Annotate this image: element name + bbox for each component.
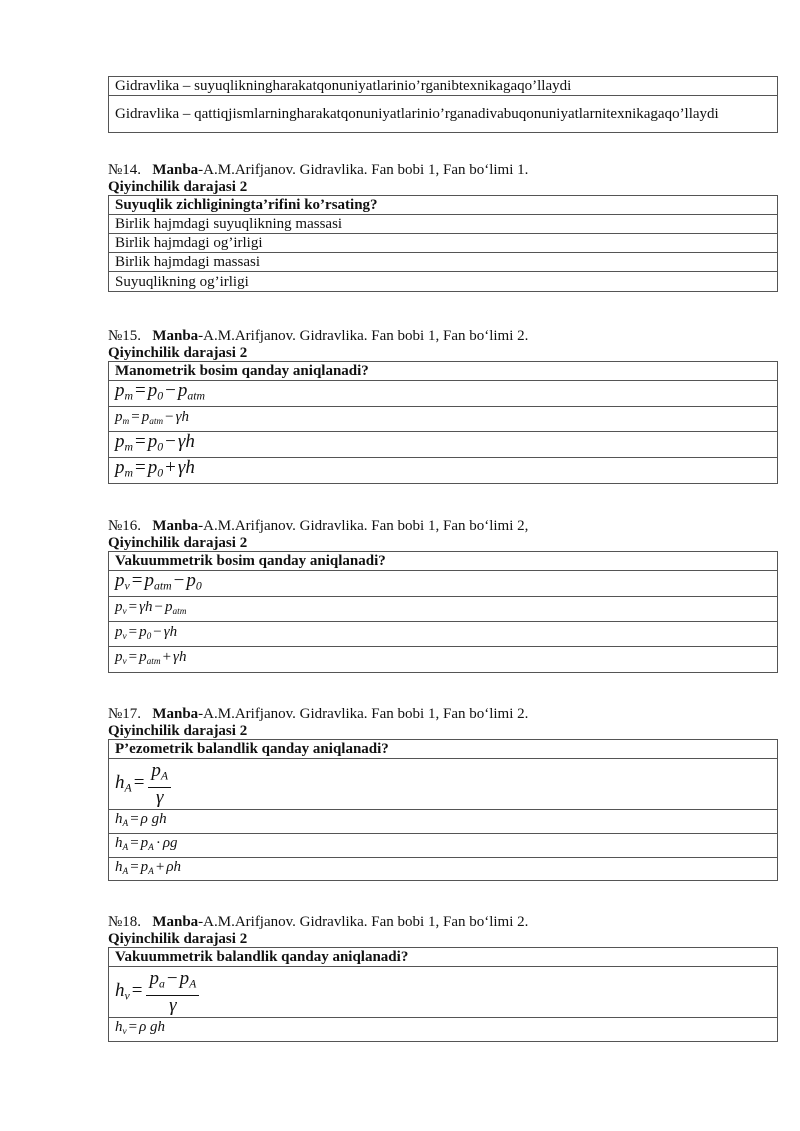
formula-symbol: p [115, 569, 125, 591]
question-14 [108, 162, 778, 292]
formula-cell [109, 857, 778, 881]
source-text: -A.M.Arifjanov. Gidravlika. Fan bobi 1, Fan bo‘limi 1. [198, 162, 529, 178]
formula [115, 811, 167, 827]
question-15 [108, 328, 778, 484]
formula-subscript: v [122, 1026, 127, 1037]
question-17 [108, 706, 778, 881]
formula-subscript: atm [146, 656, 161, 667]
formula-symbol: γh [163, 623, 178, 640]
question-text: Vakuummetrik bosim qanday aniqlanadi? [109, 552, 778, 571]
formula-symbol: h [115, 772, 125, 794]
formula [115, 380, 205, 401]
source-text: -A.M.Arifjanov. Gidravlika. Fan bobi 1, Fan bo‘limi 2, [198, 518, 529, 534]
formula-symbol: p [165, 598, 173, 615]
formula-subscript: 0 [157, 440, 164, 454]
formula-symbol: h [115, 834, 123, 851]
formula [115, 570, 202, 591]
answer-cell: Gidravlika – suyuqlikningharakatqonuniyatlarinio’rganibtexnikagaqo’llaydi [109, 77, 778, 96]
formula-subscript: atm [153, 579, 172, 593]
formula [115, 599, 186, 615]
formula-symbol: h [115, 1019, 123, 1036]
formula-symbol: γh [177, 456, 195, 478]
table-row [109, 759, 778, 810]
table-row [109, 1018, 778, 1042]
formula-operator: − [153, 623, 162, 640]
table-row [109, 597, 778, 622]
difficulty-level: Qiyinchilik darajasi 2 [108, 723, 248, 739]
formula-symbol: γh [139, 598, 153, 615]
formula-operator: + [165, 456, 176, 478]
question-text: P’ezometrik balandlik qanday aniqlanadi? [109, 740, 778, 759]
formula-operator: = [131, 569, 143, 591]
question-text: Vakuummetrik balandlik qanday aniqlanadi? [109, 948, 778, 967]
table-row [109, 381, 778, 407]
table-row [109, 740, 778, 759]
fraction [148, 760, 171, 809]
answer-cell: Suyuqlikning og’irligi [109, 272, 778, 292]
question-meta [108, 162, 778, 179]
source-label: Manba [152, 162, 199, 178]
difficulty-level: Qiyinchilik darajasi 2 [108, 931, 248, 947]
formula-cell [109, 810, 778, 834]
formula-operator: − [154, 598, 163, 615]
formula-subscript: atm [149, 416, 164, 427]
formula-symbol: ρg [162, 834, 178, 851]
formula-symbol: p [115, 456, 125, 478]
answer-cell: Birlik hajmdagi massasi [109, 253, 778, 272]
formula-symbol: p [139, 649, 147, 666]
question-table [108, 361, 778, 484]
formula-operator: = [128, 649, 138, 666]
fraction-numerator [148, 760, 171, 789]
fraction [146, 968, 199, 1017]
formula-cell [109, 647, 778, 673]
formula-subscript: v [122, 606, 127, 617]
formula-symbol: h [115, 980, 125, 1002]
question-number: №14. [108, 162, 142, 178]
formula-cell [109, 1018, 778, 1042]
formula-subscript: A [122, 866, 129, 877]
fraction-numerator [146, 968, 199, 997]
formula-symbol: γh [177, 430, 195, 452]
table-row [109, 647, 778, 673]
formula-operator: = [130, 834, 139, 851]
formula-operator: = [128, 1019, 138, 1036]
difficulty-level: Qiyinchilik darajasi 2 [108, 345, 248, 361]
question-table [108, 195, 778, 292]
formula-symbol: h [115, 811, 123, 827]
formula-symbol: p [140, 858, 149, 875]
formula-operator: = [128, 598, 138, 615]
question-18 [108, 914, 778, 1042]
table-row [109, 272, 778, 292]
formula-operator: + [155, 858, 165, 875]
table-row [109, 458, 778, 484]
formula-operator: = [131, 408, 140, 425]
source-text: -A.M.Arifjanov. Gidravlika. Fan bobi 1, Fan bo‘limi 2. [198, 914, 529, 930]
formula-subscript: a [158, 977, 165, 991]
formula-operator: − [165, 430, 176, 452]
formula-symbol: γh [175, 408, 190, 425]
question-meta [108, 328, 778, 345]
formula [115, 624, 177, 640]
question-number: №17. [108, 706, 142, 722]
answer-cell: Birlik hajmdagi og’irligi [109, 234, 778, 253]
formula-symbol: p [147, 456, 158, 478]
question-16 [108, 518, 778, 673]
answer-cell: Birlik hajmdagi suyuqlikning massasi [109, 215, 778, 234]
question-text: Suyuqlik zichliginingta’rifini ko’rsating? [109, 196, 778, 215]
table-row [109, 948, 778, 967]
source-label: Manba [152, 518, 199, 534]
formula-symbol: p [115, 408, 123, 425]
formula-subscript: m [122, 416, 130, 427]
question-number: №15. [108, 328, 142, 344]
formula-cell [109, 967, 778, 1018]
formula-operator: + [162, 649, 172, 666]
table-row [109, 571, 778, 597]
table-row [109, 215, 778, 234]
formula-symbol: ρh [166, 858, 182, 875]
question-number: №16. [108, 518, 142, 534]
formula-subscript: v [124, 989, 130, 1003]
formula-symbol: p [115, 649, 123, 666]
table-row [109, 967, 778, 1018]
formula-symbol: p [115, 430, 125, 452]
formula-operator: = [130, 811, 139, 827]
formula-operator: − [166, 967, 178, 989]
formula-operator: = [135, 456, 146, 478]
question-meta [108, 518, 778, 535]
formula-symbol: p [115, 598, 123, 615]
formula-operator: − [173, 569, 185, 591]
formula-cell [109, 407, 778, 432]
table-row [109, 833, 778, 857]
formula-operator: = [133, 772, 145, 794]
formula-operator: = [130, 858, 139, 875]
question-meta [108, 706, 778, 723]
top-answer-table-block [108, 76, 778, 133]
formula-cell [109, 381, 778, 407]
formula-symbol: p [144, 569, 154, 591]
formula-subscript: 0 [146, 631, 152, 642]
formula-symbol: p [179, 967, 190, 989]
formula [115, 457, 195, 478]
formula-symbol: p [186, 569, 196, 591]
formula-symbol: p [177, 379, 188, 401]
formula-operator: − [165, 379, 176, 401]
question-table [108, 947, 778, 1042]
top-answer-table [108, 76, 778, 133]
question-number: №18. [108, 914, 142, 930]
table-row [109, 407, 778, 432]
table-row [109, 622, 778, 647]
formula-subscript: A [124, 781, 132, 795]
table-row [109, 810, 778, 834]
difficulty-level: Qiyinchilik darajasi 2 [108, 535, 248, 551]
question-table [108, 551, 778, 673]
formula [115, 1019, 165, 1035]
formula-subscript: v [122, 656, 127, 667]
formula [115, 835, 178, 851]
formula-operator: = [131, 980, 143, 1002]
source-label: Manba [152, 914, 199, 930]
question-meta [108, 914, 778, 931]
formula-cell [109, 759, 778, 810]
table-row [109, 196, 778, 215]
formula-cell [109, 432, 778, 458]
difficulty-level: Qiyinchilik darajasi 2 [108, 179, 248, 195]
formula-symbol: p [140, 834, 149, 851]
formula-subscript: atm [187, 389, 205, 403]
formula-symbol: p [139, 623, 147, 640]
formula-cell [109, 833, 778, 857]
source-text: -A.M.Arifjanov. Gidravlika. Fan bobi 1, Fan bo‘limi 2. [198, 706, 529, 722]
formula-subscript: m [124, 389, 133, 403]
formula-symbol: h [115, 858, 123, 875]
formula-symbol: p [147, 379, 158, 401]
formula-symbol: p [147, 430, 158, 452]
answer-cell: Gidravlika – qattiqjismlarningharakatqonuniyatlarinio’rganadivabuqonuniyatlarnitexnikagaqo’llaydi [109, 96, 778, 133]
fraction-denominator: γ [156, 787, 164, 809]
formula-subscript: 0 [195, 579, 202, 593]
formula-symbol: ρ gh [140, 811, 167, 827]
table-row [109, 234, 778, 253]
formula-symbol: p [149, 967, 159, 989]
table-row [109, 552, 778, 571]
formula-subscript: A [160, 769, 169, 783]
formula-cell [109, 458, 778, 484]
formula [115, 967, 199, 1017]
formula [115, 759, 171, 809]
formula-subscript: 0 [157, 466, 164, 480]
formula-symbol: p [151, 759, 161, 781]
formula-symbol: p [115, 379, 125, 401]
table-row [109, 253, 778, 272]
formula-subscript: v [122, 631, 127, 642]
fraction-denominator: γ [169, 995, 177, 1017]
question-text: Manometrik bosim qanday aniqlanadi? [109, 362, 778, 381]
formula-subscript: A [122, 818, 129, 829]
formula-operator: = [135, 430, 146, 452]
formula-subscript: atm [172, 606, 187, 617]
table-row [109, 362, 778, 381]
formula [115, 431, 195, 452]
formula-symbol: p [141, 408, 150, 425]
formula-operator: = [135, 379, 146, 401]
formula-symbol: γh [173, 649, 187, 666]
formula-symbol: ρ gh [139, 1019, 166, 1036]
formula-subscript: m [124, 466, 133, 480]
table-row [109, 432, 778, 458]
table-row [109, 77, 778, 96]
question-table [108, 739, 778, 881]
formula [115, 409, 189, 425]
table-row [109, 857, 778, 881]
source-label: Manba [152, 328, 199, 344]
source-text: -A.M.Arifjanov. Gidravlika. Fan bobi 1, Fan bo‘limi 2. [198, 328, 529, 344]
formula-subscript: 0 [157, 389, 164, 403]
formula-subscript: A [148, 866, 154, 877]
table-row [109, 96, 778, 133]
formula-operator: = [128, 623, 138, 640]
formula-cell [109, 571, 778, 597]
formula-subscript: m [124, 440, 133, 454]
formula-symbol: p [115, 623, 123, 640]
formula-cell [109, 597, 778, 622]
formula-subscript: A [122, 842, 129, 853]
formula-operator: − [165, 408, 174, 425]
formula-operator: · [155, 834, 161, 851]
formula [115, 859, 181, 875]
formula-cell [109, 622, 778, 647]
formula [115, 649, 186, 665]
formula-subscript: v [124, 579, 130, 593]
source-label: Manba [152, 706, 199, 722]
formula-subscript: A [148, 842, 154, 853]
formula-subscript: A [189, 977, 197, 991]
